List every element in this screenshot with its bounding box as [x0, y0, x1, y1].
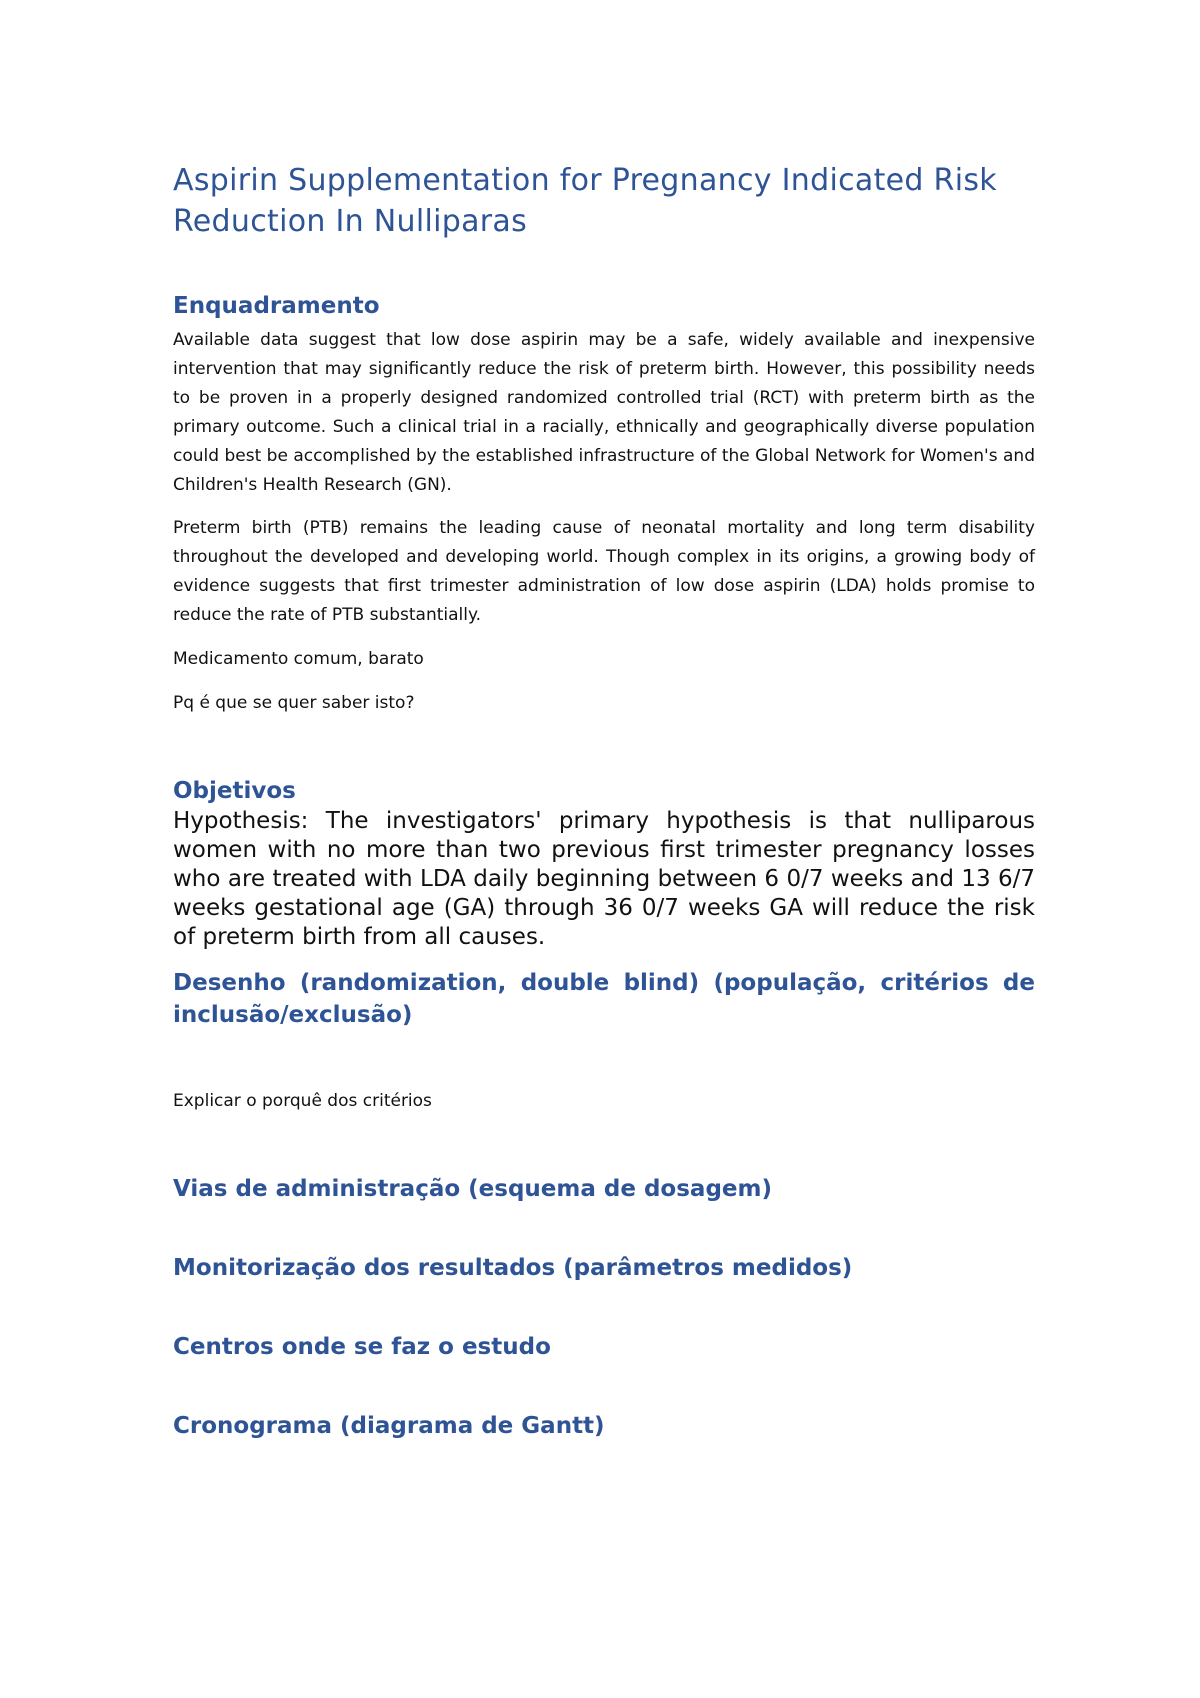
paragraph-medicamento: Medicamento comum, barato	[173, 649, 424, 669]
paragraph-preterm-birth: Preterm birth (PTB) remains the leading cause of neonatal mortality and long term disability throughout the developed and developing world. Though complex in its origins, a growing body of evidence suggests that first trimester administration of low dose aspirin (LDA) holds promise to reduce the rate of PTB substantially.	[173, 518, 1035, 625]
section-heading-centros: Centros onde se faz o estudo	[173, 1334, 551, 1360]
section-heading-vias: Vias de administração (esquema de dosagem)	[173, 1176, 772, 1202]
section-heading-enquadramento: Enquadramento	[173, 293, 380, 319]
paragraph-hypothesis: Hypothesis: The investigators' primary hypothesis is that nulliparous women with no more than two previous first trimester pregnancy losses who are treated with LDA daily beginning between 6 0/7 weeks and 13 6/7 weeks gestational age (GA) through 36 0/7 weeks GA will reduce the risk of preterm birth from all causes.	[173, 808, 1035, 950]
paragraph-question: Pq é que se quer saber isto?	[173, 693, 415, 713]
document-page	[173, 160, 1035, 1442]
document-title: Aspirin Supplementation for Pregnancy Indicated Risk Reduction In Nulliparas	[173, 163, 997, 239]
paragraph-explicar: Explicar o porquê dos critérios	[173, 1091, 432, 1111]
section-heading-desenho: Desenho (randomization, double blind) (população, critérios de inclusão/exclusão)	[173, 970, 1035, 1028]
section-heading-cronograma: Cronograma (diagrama de Gantt)	[173, 1413, 605, 1439]
section-heading-monitorizacao: Monitorização dos resultados (parâmetros medidos)	[173, 1255, 853, 1281]
section-heading-objetivos: Objetivos	[173, 778, 296, 804]
paragraph-available-data: Available data suggest that low dose aspirin may be a safe, widely available and inexpensive intervention that may significantly reduce the risk of preterm birth. However, this possibility needs to be proven in a properly designed randomized controlled trial (RCT) with preterm birth as the primary outcome. Such a clinical trial in a racially, ethnically and geographically diverse population could best be accomplished by the established infrastructure of the Global Network for Women's and Children's Health Research (GN).	[173, 330, 1035, 495]
